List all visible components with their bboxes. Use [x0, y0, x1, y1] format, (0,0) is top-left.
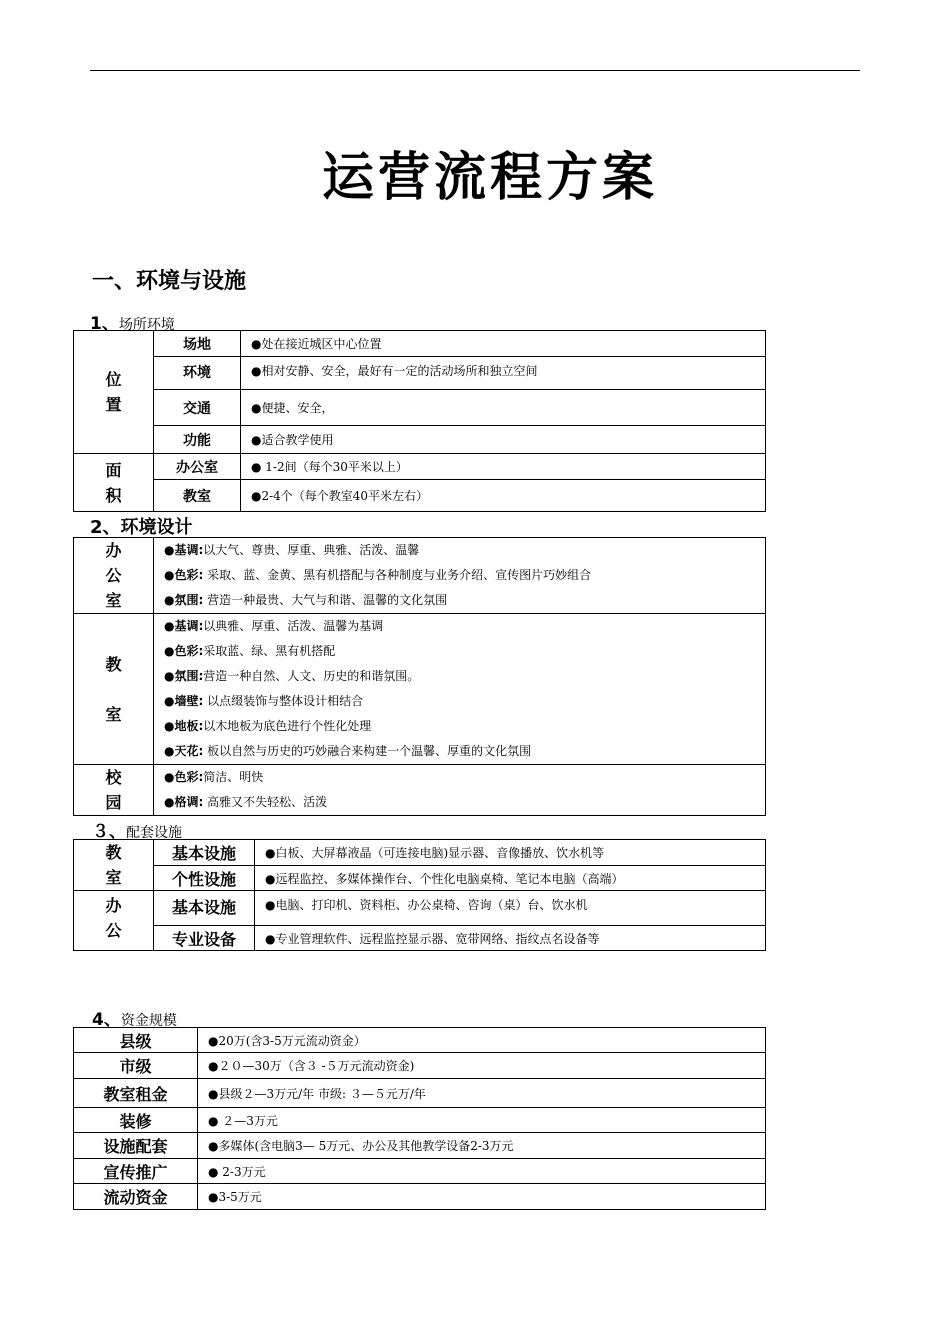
- row-label: 宣传推广: [74, 1159, 198, 1184]
- table-row: [74, 426, 766, 454]
- facilities-table: [73, 839, 766, 951]
- design-line: ●氛围: 营造一种最贵、大气与和谐、温馨的文化氛围: [164, 593, 448, 607]
- row-label: 基本设施: [154, 891, 255, 926]
- table-row: [74, 866, 766, 891]
- table-row: [74, 1108, 766, 1133]
- environment-design-table: [73, 537, 766, 816]
- table-row: [74, 1133, 766, 1159]
- row-value: ●多媒体(含电脑3— 5万元、办公及其他教学设备2-3万元: [198, 1133, 766, 1159]
- row-label: 设施配套: [74, 1133, 198, 1159]
- row-label: 办公室: [154, 454, 241, 480]
- campus-header: 校 园: [74, 765, 154, 816]
- row-label: 功能: [154, 426, 241, 454]
- row-label: 专业设备: [154, 926, 255, 951]
- row-value: ● ２—3万元: [198, 1108, 766, 1133]
- row-label: 交通: [154, 390, 241, 426]
- design-line: ●墙壁: 以点缀装饰与整体设计相结合: [164, 694, 364, 708]
- row-value: ● 1-2间（每个30平米以上）: [241, 454, 766, 480]
- design-line: ●氛围:营造一种自然、人文、历史的和谐氛围。: [164, 669, 420, 683]
- row-value: ●远程监控、多媒体操作台、个性化电脑桌椅、笔记本电脑（高端）: [255, 866, 766, 891]
- table-row: [74, 331, 766, 357]
- subsection-1-label: 场所环境: [118, 317, 175, 333]
- office-header: 办 公: [74, 891, 154, 951]
- classroom-header: 教 室: [74, 614, 154, 765]
- row-label: 场地: [154, 331, 241, 357]
- table-row: [74, 926, 766, 951]
- location-header: 位 置: [74, 331, 154, 454]
- funding-table: [73, 1027, 766, 1210]
- table-row: [74, 538, 766, 614]
- site-environment-table: [73, 330, 766, 512]
- table-row: [74, 390, 766, 426]
- row-label: 流动资金: [74, 1184, 198, 1210]
- table-row: [74, 1028, 766, 1053]
- row-label: 市级: [74, 1053, 198, 1079]
- design-line: ●天花: 板以自然与历史的巧妙融合来构建一个温馨、厚重的文化氛围: [164, 744, 532, 758]
- row-value: ●县级２—3万元/年 市级: ３—５元万/年: [198, 1079, 766, 1108]
- office-header: 办 公 室: [74, 538, 154, 614]
- document-title: 运营流程方案: [321, 148, 658, 208]
- row-label: 县级: [74, 1028, 198, 1053]
- table-row: [74, 765, 766, 816]
- row-value: ●相对安静、安全，最好有一定的活动场所和独立空间: [241, 357, 766, 390]
- row-value: ●便捷、安全，: [241, 390, 766, 426]
- row-label: 基本设施: [154, 840, 255, 866]
- design-line: ●格调: 高雅又不失轻松、活泼: [164, 795, 328, 809]
- row-value: ●2-4个（每个教室40平米左右）: [241, 480, 766, 512]
- table-row: [74, 840, 766, 866]
- design-line: ●基调:以大气、尊贵、厚重、典雅、活泼、温馨: [164, 543, 420, 557]
- subsection-4-number: 4、: [92, 1010, 121, 1030]
- table-row: [74, 891, 766, 926]
- classroom-design-cell: [154, 614, 766, 765]
- table-row: [74, 480, 766, 512]
- campus-design-cell: [154, 765, 766, 816]
- row-value: ●处在接近城区中心位置: [241, 331, 766, 357]
- table-row: [74, 1053, 766, 1079]
- table-row: [74, 1079, 766, 1108]
- office-design-cell: [154, 538, 766, 614]
- row-label: 教室: [154, 480, 241, 512]
- subsection-3-number: ３、: [92, 822, 126, 842]
- area-header: 面 积: [74, 454, 154, 512]
- design-line: ●色彩:采取蓝、绿、黑有机搭配: [164, 644, 336, 658]
- row-value: ●专业管理软件、远程监控显示器、宽带网络、指纹点名设备等: [255, 926, 766, 951]
- row-label: 个性设施: [154, 866, 255, 891]
- row-value: ●20万(含3-5万元流动资金）: [198, 1028, 766, 1053]
- row-label: 装修: [74, 1108, 198, 1133]
- row-label: 教室租金: [74, 1079, 198, 1108]
- table-row: [74, 454, 766, 480]
- row-value: ● 2-3万元: [198, 1159, 766, 1184]
- table-row: [74, 1159, 766, 1184]
- design-line: ●地板:以木地板为底色进行个性化处理: [164, 719, 372, 733]
- design-line: ●色彩:简洁、明快: [164, 770, 264, 784]
- design-line: ●基调:以典雅、厚重、活泼、温馨为基调: [164, 619, 384, 633]
- subsection-3-label: 配套设施: [126, 825, 182, 841]
- row-value: ●白板、大屏幕液晶（可连接电脑)显示器、音像播放、饮水机等: [255, 840, 766, 866]
- design-line: ●色彩: 采取、蓝、金黄、黑有机搭配与各种制度与业务介绍、宣传图片巧妙组合: [164, 568, 592, 582]
- row-value: ●２０—30万（含３ -５万元流动资金): [198, 1053, 766, 1079]
- row-value: ●适合教学使用: [241, 426, 766, 454]
- header-rule: [90, 70, 860, 71]
- section-heading: 一、环境与设施: [92, 269, 247, 294]
- row-label: 环境: [154, 357, 241, 390]
- subsection-2-heading: 2、环境设计: [90, 517, 193, 538]
- subsection-4-label: 资金规模: [120, 1013, 177, 1029]
- classroom-header: 教 室: [74, 840, 154, 891]
- table-row: [74, 357, 766, 390]
- row-value: ●电脑、打印机、资料柜、办公桌椅、咨询（桌）台、饮水机: [255, 891, 766, 926]
- table-row: [74, 1184, 766, 1210]
- table-row: [74, 614, 766, 765]
- row-value: ●3-5万元: [198, 1184, 766, 1210]
- subsection-1-number: 1、: [90, 314, 119, 334]
